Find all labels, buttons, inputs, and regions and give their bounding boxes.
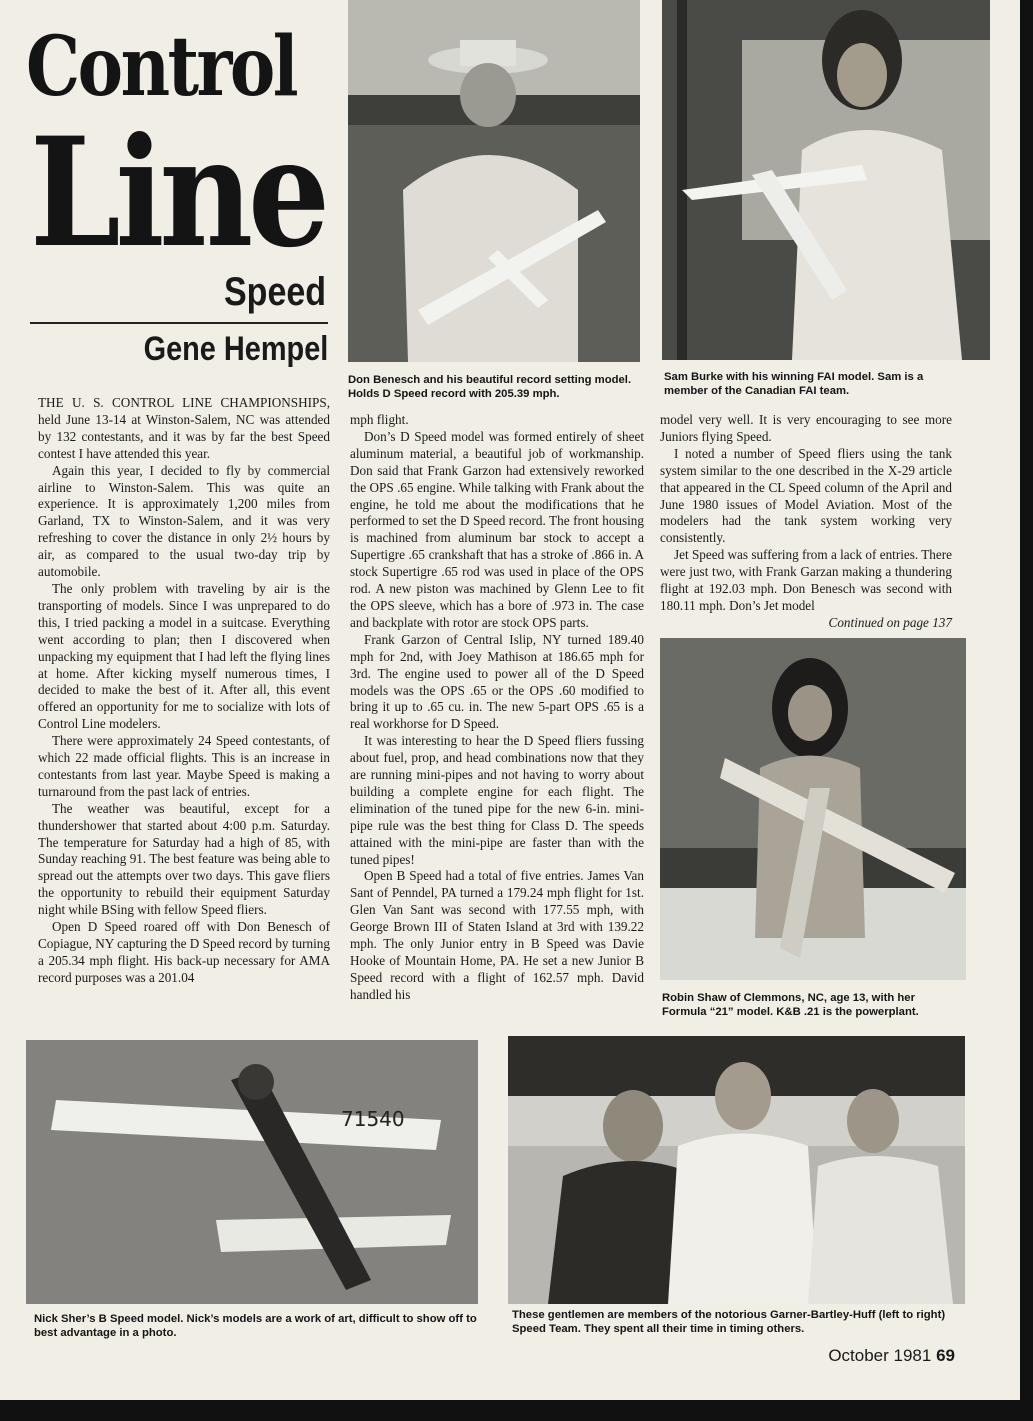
photo-nick-sher-model [26,1040,478,1304]
photo-sam-burke [662,0,990,360]
caption-robin-shaw: Robin Shaw of Clemmons, NC, age 13, with her Formula “21” model. K&B .21 is the powerplant. [662,992,919,1018]
article-para: The weather was beautiful, except for a thundershower that started about 4:00 p.m. Saturday. The temperature for Saturday had a high of 85, with Sunday reaching 91. The best feature was being able to spread out the attempts over two days. This gave fliers the opportunity to rebuild their equipment Saturday night while BSing with fellow Speed fliers. [38,800,330,918]
article-para: It was interesting to hear the D Speed fliers fussing about fuel, prop, and head combinations now that they are running mini-pipes and not having to worry about building a complete engine for each flight. The elimination of the tuned pipe for the new 6-in. mini-pipe rule was the best thing for Class D. The speeds attained with the mini-pipe are faster than with the tuned pipes! [350,733,644,867]
title-line: Line [30,105,325,281]
article-para: Don’s D Speed model was formed entirely of sheet aluminum material, a beautiful job of workmanship. Don said that Frank Garzon had extensively reworked the OPS .65 engine. While talking with Frank about the engine, he told me about the modifications that he performed to set the D Speed record. The front housing is machined from aluminum bar stock to accept a Supertigre .65 crankshaft that has a stroke of .866 in. A stock Supertigre .65 rod was used in place of the OPS rod. A new piston was machined by Glenn Lee to fit the OPS sleeve, which has a bore of .973 in. The case and backplate with rotor are stock OPS parts. [350,428,644,630]
subtitle-speed: Speed [223,270,326,314]
article-para: Frank Garzon of Central Islip, NY turned 189.40 mph for 2nd, with Joey Mathison at 186.65 mph for 3rd. The engine used to power all of the D Speed models was the OPS .65 or the OPS .60 modified to bring it up to .65 cu. in. The new 5-part OPS .65 is a real workhorse for D Speed. [350,631,644,732]
photo-don-benesch [348,0,640,362]
plane-number: 71540 [341,1107,405,1131]
photo-robin-shaw [660,638,966,980]
right-border [1020,0,1033,1421]
article-column-1 [38,395,330,987]
article-para: THE U. S. CONTROL LINE CHAMPIONSHIPS, held June 13-14 at Winston-Salem, NC was attended by 132 contestants, and it was by far the best Speed contest I have attended this year. [38,395,330,461]
author-name: Gene Hempel [143,330,328,368]
caption-sam-burke: Sam Burke with his winning FAI model. Sam is a member of the Canadian FAI team. [664,371,924,397]
caption-don-benesch: Don Benesch and his beautiful record setting model. Holds D Speed record with 205.39 mph. [348,374,632,400]
page-number: 69 [936,1346,955,1365]
article-para: Again this year, I decided to fly by commercial airline to Winston-Salem. This was quite an experience. It is approximately 1,200 miles from Garland, TX to Winston-Salem, and it was very refreshing to cover the distance in only 2½ hours by air, as compared to the usual two-day trip by automobile. [38,462,330,580]
caption-nick-sher: Nick Sher’s B Speed model. Nick’s models are a work of art, difficult to show off to best advantage in a photo. [34,1313,477,1339]
title-control: Control [26,19,297,115]
article-para: The only problem with traveling by air is the transporting of models. Since I was unprepared to do this, I tried packing a model in a suitcase. Everything went according to plan; then I discovered when unpacking my equipment that I had left the flying lines at home. After kicking myself numerous times, I decided to make the best of it. After all, this event offered an opportunity for me to socialize with lots of Control Line modelers. [38,580,330,732]
photo-speed-team [508,1036,965,1304]
article-column-3 [660,412,952,632]
title-rule [30,322,328,324]
article-para: I noted a number of Speed fliers using the tank system similar to the one described in the X-29 article that appeared in the CL Speed column of the April and June 1980 issues of Model Aviation. Most of the modelers had the tank system working very consistently. [660,445,952,546]
continued-note: Continued on page 137 [828,614,952,630]
article-column-2 [350,412,644,1004]
caption-speed-team: These gentlemen are members of the notorious Garner-Bartley-Huff (left to right) Speed Team. They spent all their time in timing others. [512,1309,946,1335]
bottom-border [0,1400,1033,1421]
article-para: There were approximately 24 Speed contestants, of which 22 made official flights. This is an increase in contestants from last year. Maybe Speed is making a turnaround from the past lack of entries. [38,733,330,799]
article-para: Open B Speed had a total of five entries. James Van Sant of Penndel, PA turned a 179.24 mph flight for 1st. Glen Van Sant was second with 177.55 mph, with George Brown III of Staten Island at 3rd with 139.22 mph. The only Junior entry in B Speed was Davie Hooke of Mountain Home, PA. He set a new Junior B Speed record with a flight of 162.57 mph. David handled his [350,868,644,1002]
issue-date: October 1981 [828,1346,932,1365]
article-para: mph flight. [350,412,409,427]
article-para: model very well. It is very encouraging to see more Juniors flying Speed. [660,412,952,444]
article-para: Open D Speed roared off with Don Benesch of Copiague, NY capturing the D Speed record by turning a 205.34 mph flight. His back-up necessary for AMA record purposes was a 201.04 [38,919,330,985]
article-para: Jet Speed was suffering from a lack of entries. There were just two, with Frank Garzan making a thundering flight at 192.03 mph. Don Benesch was second with 180.11 mph. Don’s Jet model [660,547,952,613]
page-footer [828,1346,955,1366]
